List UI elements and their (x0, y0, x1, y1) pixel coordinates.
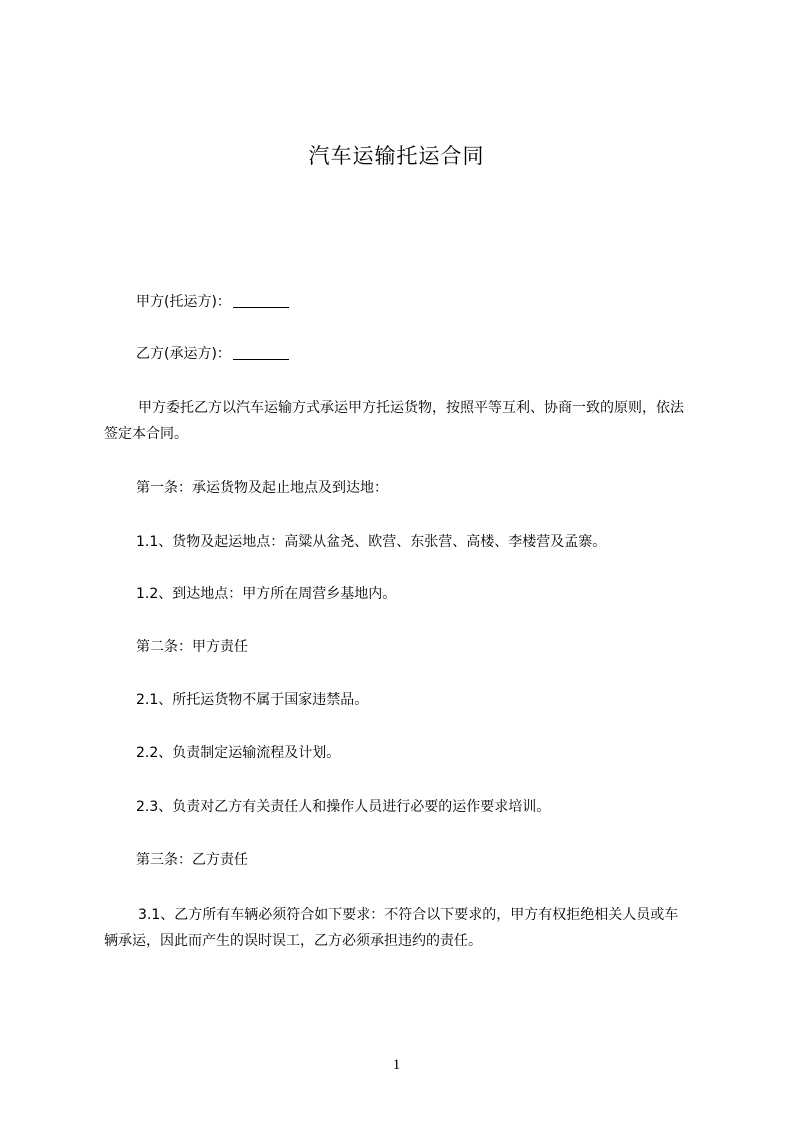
clause-2-1: 2.1、所托运货物不属于国家违禁品。 (136, 692, 369, 708)
party-b-line (104, 341, 724, 367)
clause-2-3: 2.3、负责对乙方有关责任人和操作人员进行必要的运作要求培训。 (136, 799, 551, 815)
clause-1-2: 1.2、到达地点：甲方所在周营乡基地内。 (136, 586, 397, 602)
article-2-heading: 第二条：甲方责任 (136, 639, 248, 655)
party-a-label: 甲方(托运方)： (136, 294, 231, 310)
article-3-heading: 第三条：乙方责任 (136, 852, 248, 868)
party-b-label: 乙方(承运方)： (136, 346, 231, 362)
clause-3-1: 3.1、乙方所有车辆必须符合如下要求：不符合以下要求的，甲方有权拒绝相关人员或车辆承运，因此而产生的误时误工，乙方必须承担违约的责任。 (104, 907, 679, 949)
clause-2-2: 2.2、负责制定运输流程及计划。 (136, 745, 341, 761)
clause-1-1: 1.1、货物及起运地点：高粱从盆尧、欧营、东张营、高楼、李楼营及孟寨。 (136, 534, 607, 550)
party-b-blank (233, 345, 289, 360)
party-a-blank (233, 293, 289, 308)
document-title: 汽车运输托运合同 (308, 144, 485, 168)
page-number: 1 (392, 1057, 401, 1073)
party-a-line (104, 289, 724, 315)
preamble-paragraph: 甲方委托乙方以汽车运输方式承运甲方托运货物，按照平等互利、协商一致的原则，依法签定本合同。 (104, 400, 684, 442)
article-1-heading: 第一条：承运货物及起止地点及到达地： (136, 480, 388, 496)
